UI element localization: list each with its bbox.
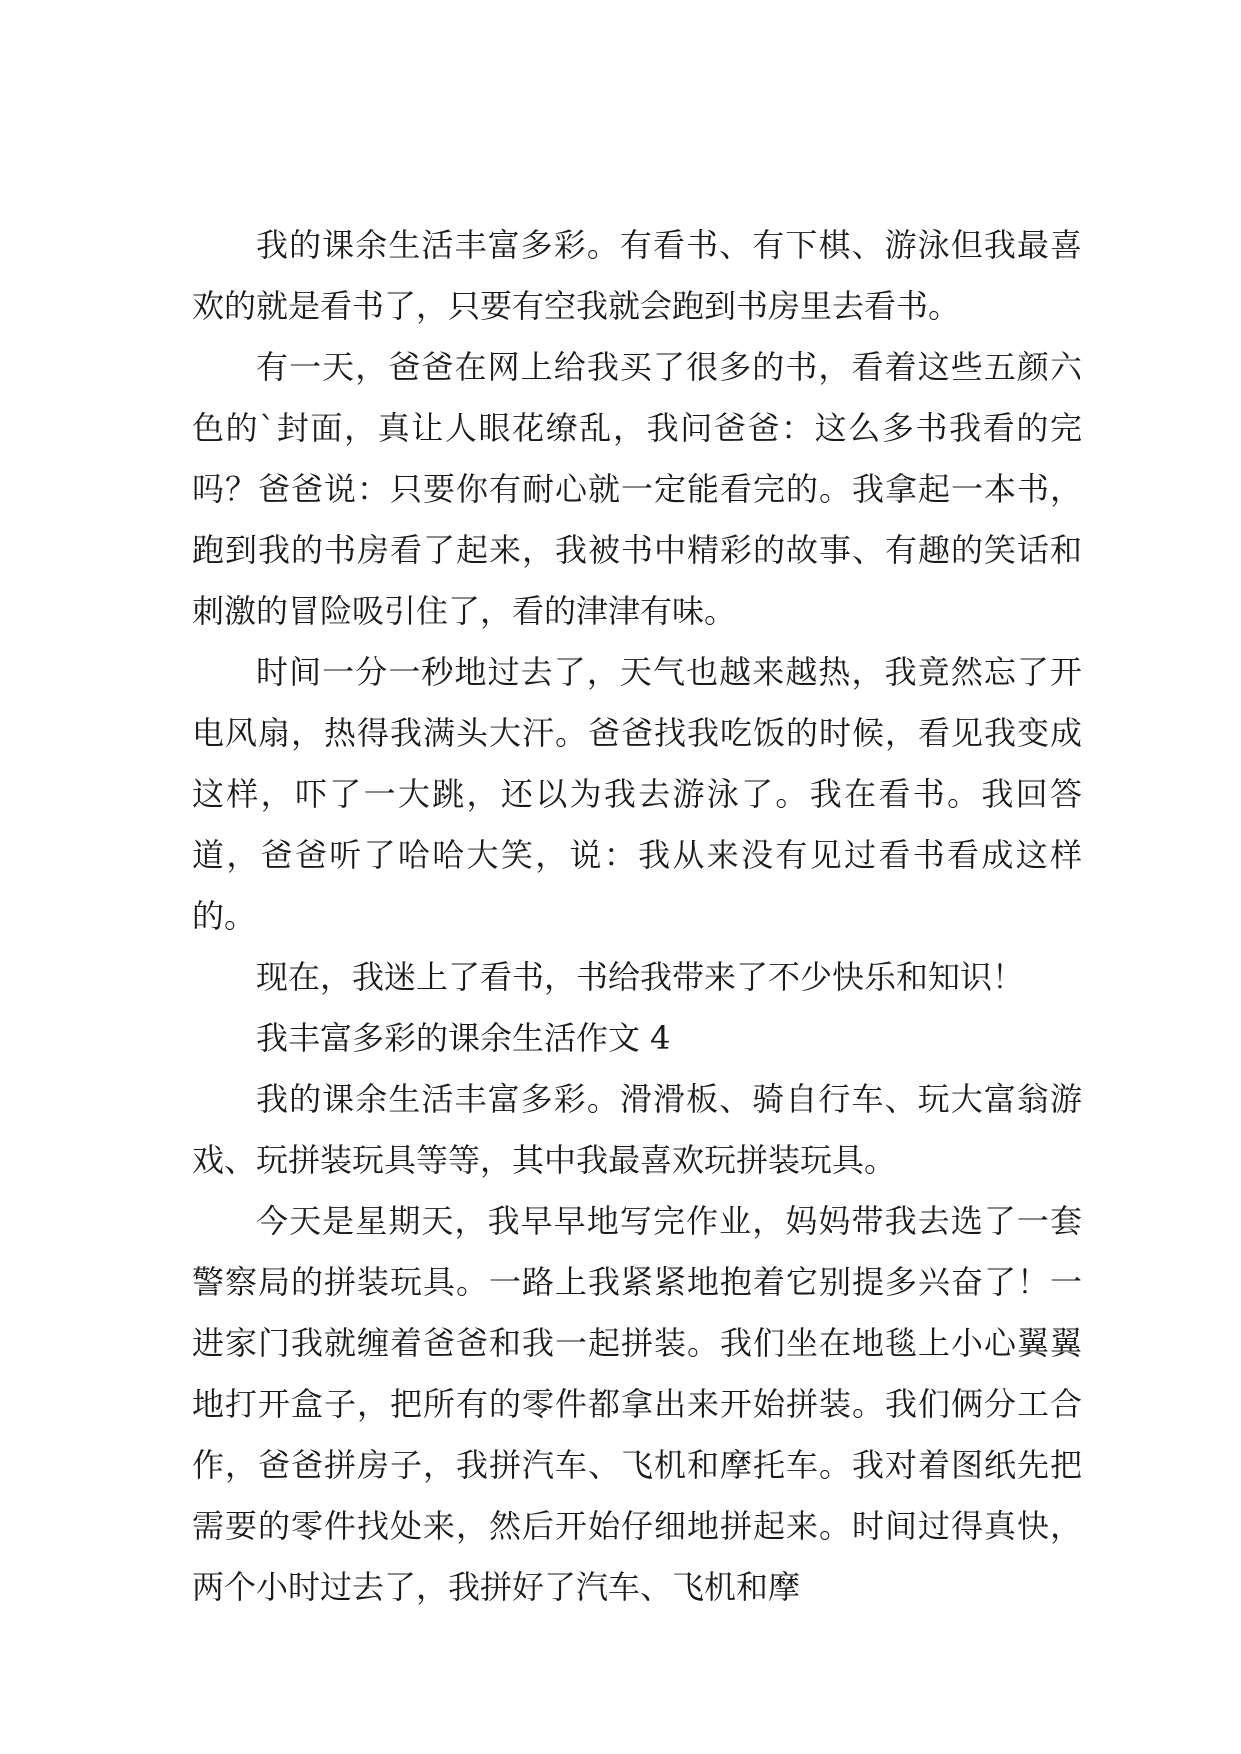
paragraph-2: 有一天，爸爸在网上给我买了很多的书，看着这些五颜六色的`封面，真让人眼花缭乱，我问爸爸：这么多书我看的完吗？爸爸说：只要你有耐心就一定能看完的。我拿起一本书，跑到我的书房看了起来，我被书中精彩的故事、有趣的笑话和刺激的冒险吸引住了，看的津津有味。 [192,348,1082,630]
paragraph-5: 我的课余生活丰富多彩。滑滑板、骑自行车、玩大富翁游戏、玩拼装玩具等等，其中我最喜欢玩拼装玩具。 [192,1080,1082,1179]
paragraph-4: 现在，我迷上了看书，书给我带来了不少快乐和知识！ [256,958,1025,996]
paragraph-1: 我的课余生活丰富多彩。有看书、有下棋、游泳但我最喜欢的就是看书了，只要有空我就会跑到书房里去看书。 [192,226,1082,325]
paragraph-3: 时间一分一秒地过去了，天气也越来越热，我竟然忘了开电风扇，热得我满头大汗。爸爸找我吃饭的时候，看见我变成这样，吓了一大跳，还以为我去游泳了。我在看书。我回答道，爸爸听了哈哈大笑，说：我从来没有见过看书看成这样的。 [192,653,1082,935]
essay-body [192,215,1082,1618]
essay-title-4: 我丰富多彩的课余生活作文 4 [256,1019,671,1057]
paragraph-6: 今天是星期天，我早早地写完作业，妈妈带我去选了一套警察局的拼装玩具。一路上我紧紧地抱着它别提多兴奋了！一进家门我就缠着爸爸和我一起拼装。我们坐在地毯上小心翼翼地打开盒子，把所有的零件都拿出来开始拼装。我们俩分工合作，爸爸拼房子，我拼汽车、飞机和摩托车。我对着图纸先把需要的零件找处来，然后开始仔细地拼起来。时间过得真快，两个小时过去了，我拼好了汽车、飞机和摩 [192,1202,1082,1606]
